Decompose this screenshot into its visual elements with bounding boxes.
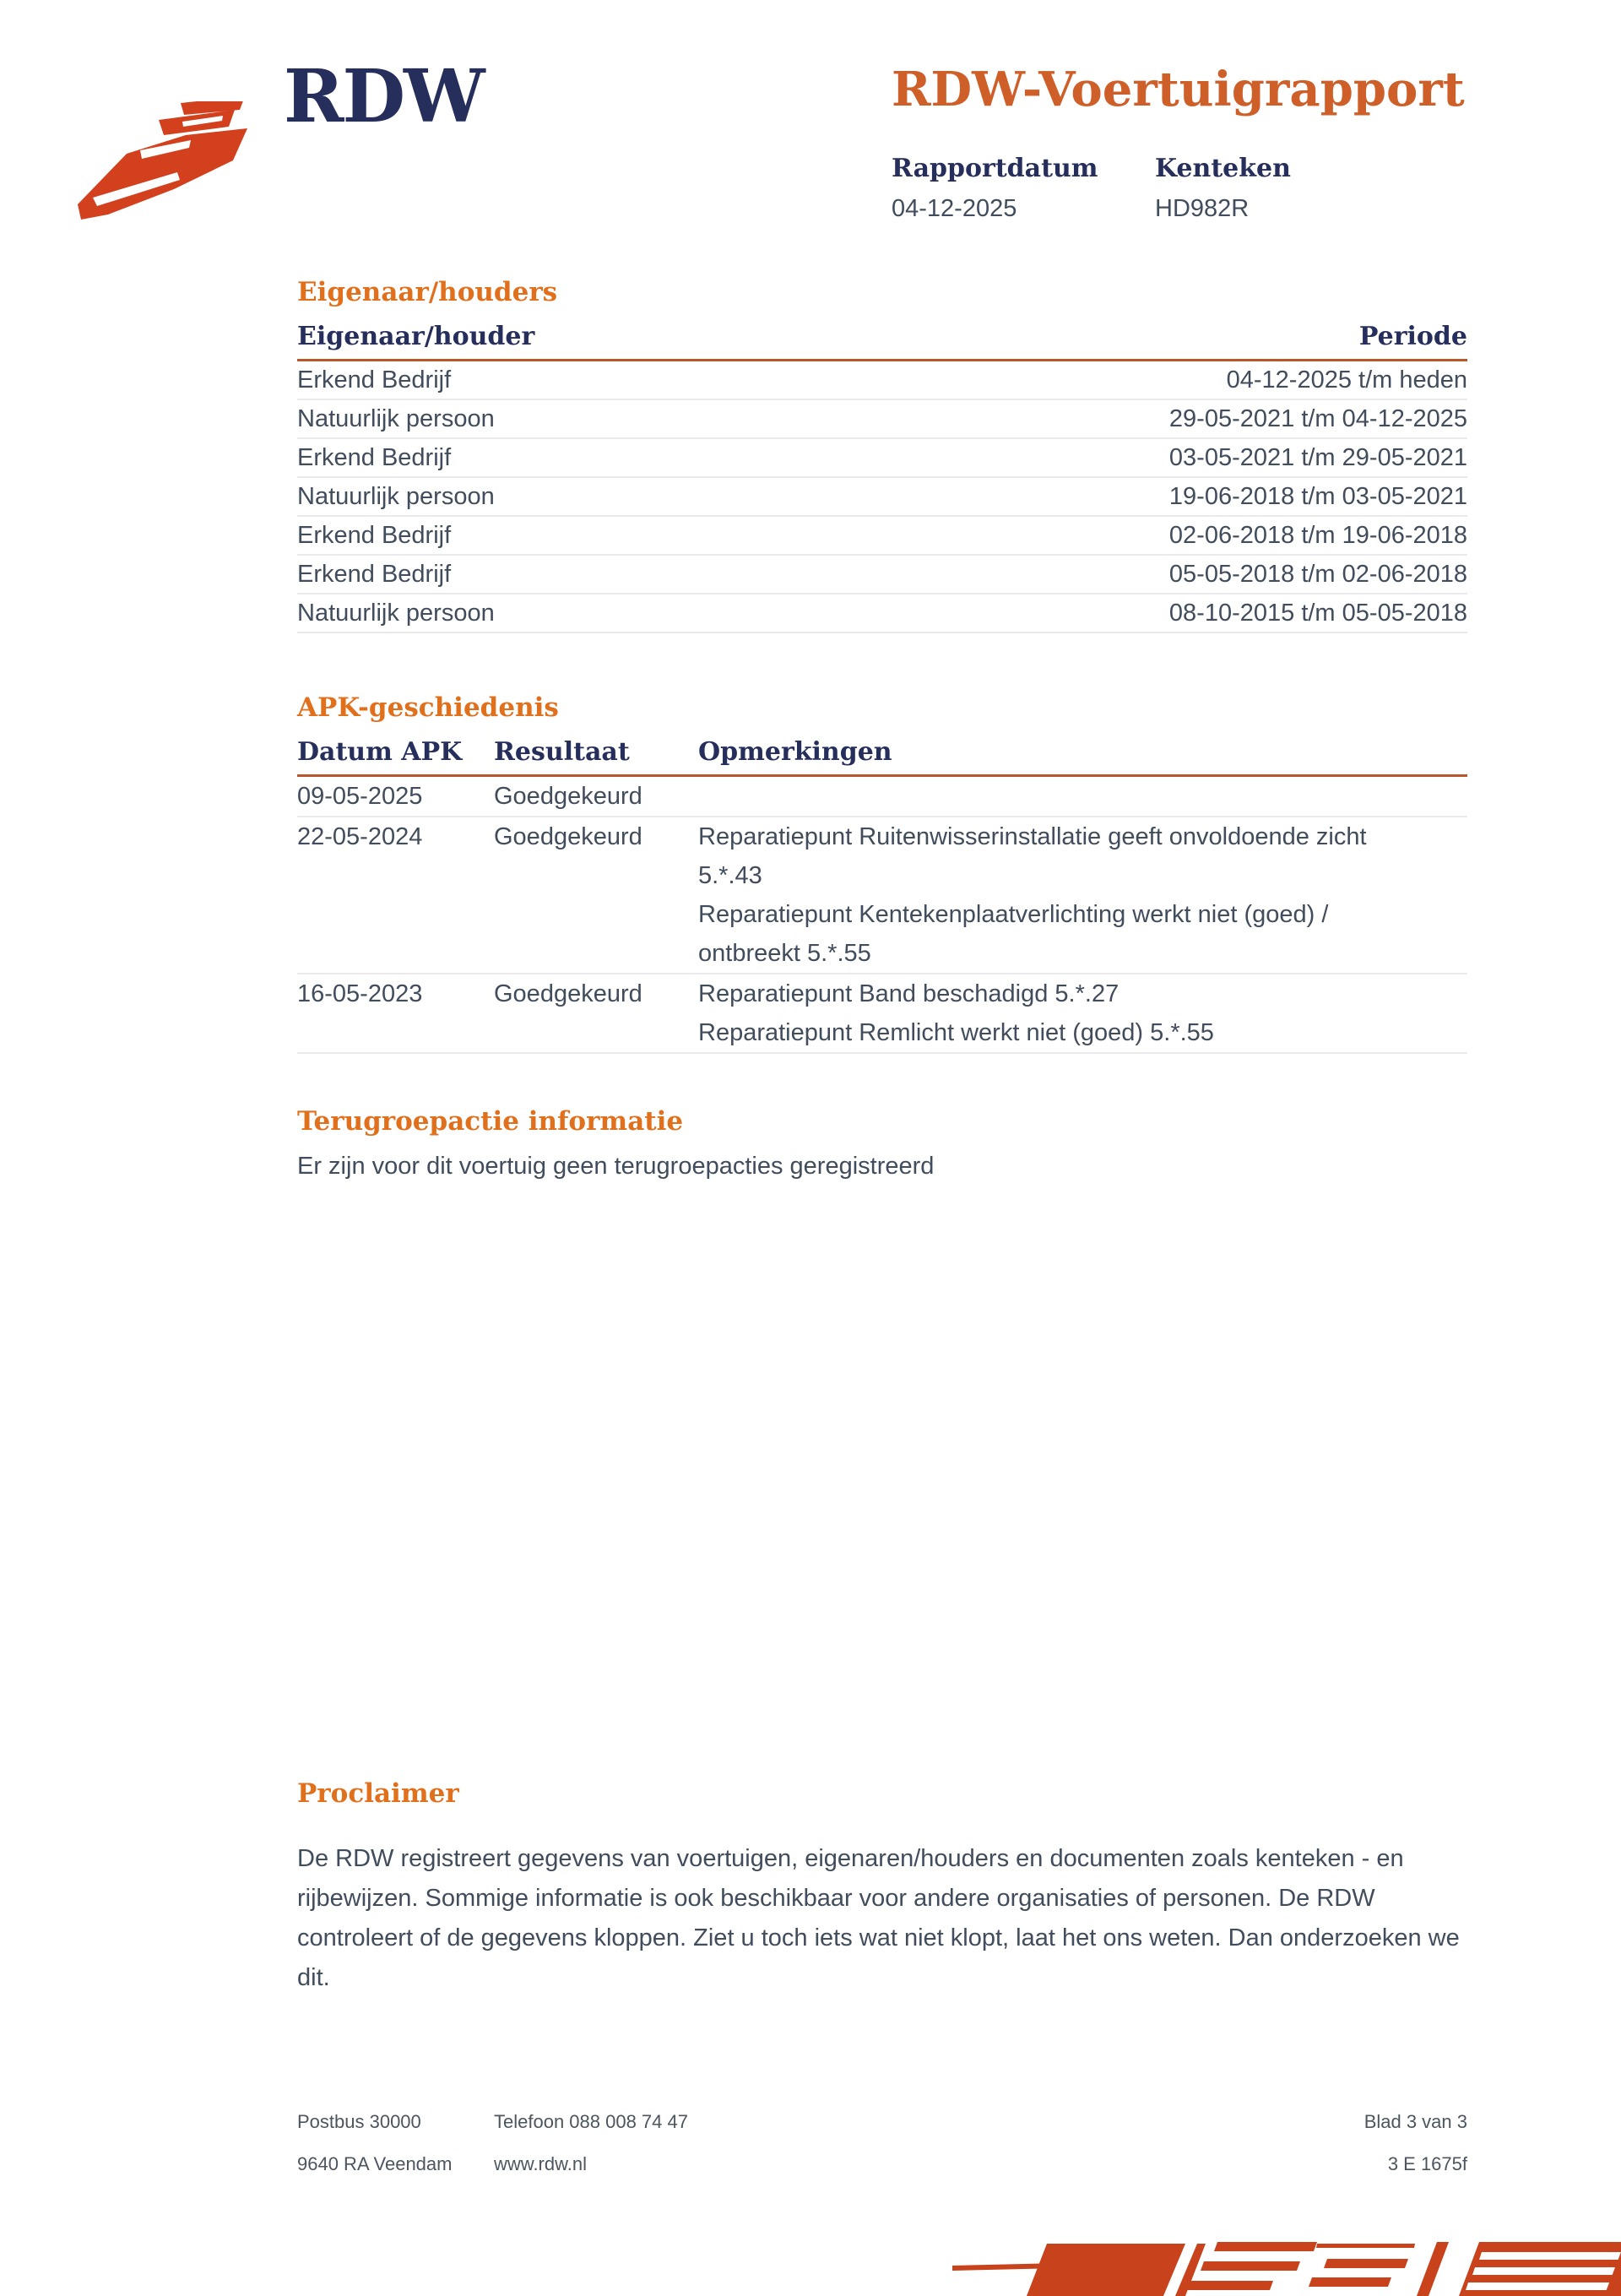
apk-result-cell: Goedgekeurd: [494, 980, 642, 1007]
apk-date-column-header: Datum APK: [297, 737, 463, 767]
owner-row: [297, 400, 1467, 439]
owners-section: [297, 277, 1467, 633]
apk-remarks-cell: [698, 777, 1467, 816]
apk-result-cell: Goedgekeurd: [494, 783, 642, 810]
owner-type-cell: Natuurlijk persoon: [297, 405, 495, 432]
owner-period-cell: 02-06-2018 t/m 19-06-2018: [1168, 522, 1467, 549]
owner-period-cell: 08-10-2015 t/m 05-05-2018: [1168, 600, 1467, 627]
owner-type-cell: Erkend Bedrijf: [297, 561, 452, 588]
apk-row: [297, 817, 1467, 974]
apk-remarks-column-header: Opmerkingen: [698, 737, 892, 767]
apk-section-title: APK-geschiedenis: [297, 692, 559, 723]
apk-row: [297, 777, 1467, 817]
footer-city: 9640 RA Veendam: [297, 2153, 453, 2174]
period-column-header: Periode: [1358, 322, 1467, 351]
rdw-feather-icon: [74, 101, 256, 228]
apk-date-cell: 16-05-2023: [297, 980, 423, 1007]
proclaimer-body: De RDW registreert gegevens van voertuigen, eigenaren/houders en documenten zoals kenteken - en rijbewijzen. Sommige informatie is ook beschikbaar voor andere organisaties of personen. De RDW controleert of de gegevens kloppen. Ziet u toch iets wat niet klopt, laat het ons weten. Dan onderzoeken we dit.: [297, 1845, 1460, 1991]
owner-period-cell: 04-12-2025 t/m heden: [1226, 366, 1467, 394]
speed-stripes-decoration: [952, 2237, 1621, 2296]
report-date-block: [892, 154, 1155, 223]
footer-doc-code: 3 E 1675f: [1387, 2153, 1467, 2174]
owner-row: [297, 439, 1467, 478]
report-date-label: Rapportdatum: [892, 154, 1098, 183]
apk-remark-line: Reparatiepunt Remlicht werkt niet (goed) 5.*.55: [698, 1019, 1214, 1046]
owner-type-cell: Erkend Bedrijf: [297, 522, 452, 549]
owner-row: [297, 517, 1467, 556]
owner-row: [297, 556, 1467, 594]
owner-row: [297, 594, 1467, 633]
owner-period-cell: 05-05-2018 t/m 02-06-2018: [1168, 561, 1467, 588]
owner-type-cell: Erkend Bedrijf: [297, 444, 452, 471]
owners-table-header: [297, 323, 1467, 361]
title-block: [892, 62, 1508, 223]
owner-period-cell: 19-06-2018 t/m 03-05-2021: [1168, 483, 1467, 510]
license-plate-label: Kenteken: [1155, 154, 1291, 183]
owner-period-cell: 29-05-2021 t/m 04-12-2025: [1168, 405, 1467, 432]
apk-table-body: [297, 777, 1467, 1054]
page-footer: [297, 2101, 1467, 2185]
apk-result-column-header: Resultaat: [494, 737, 630, 767]
footer-website: www.rdw.nl: [494, 2153, 588, 2174]
apk-date-cell: 22-05-2024: [297, 823, 423, 850]
apk-remarks-cell: [698, 974, 1467, 1052]
rdw-logo-text: RDW: [284, 54, 484, 139]
proclaimer-section-title: Proclaimer: [297, 1778, 459, 1809]
owner-type-cell: Natuurlijk persoon: [297, 483, 495, 510]
apk-remark-line: Reparatiepunt Kentekenplaatverlichting werkt niet (goed) /: [698, 901, 1329, 928]
owner-column-header: Eigenaar/houder: [297, 322, 535, 351]
recall-section-title: Terugroepactie informatie: [297, 1106, 684, 1137]
owner-row: [297, 478, 1467, 517]
owners-section-title: Eigenaar/houders: [297, 277, 558, 307]
footer-page-number: Blad 3 van 3: [1363, 2111, 1467, 2132]
recall-body: Er zijn voor dit voertuig geen terugroepacties geregistreerd: [297, 1153, 935, 1180]
apk-result-cell: Goedgekeurd: [494, 823, 642, 850]
footer-phone: Telefoon 088 008 74 47: [494, 2111, 688, 2132]
owner-row: [297, 361, 1467, 400]
report-date-value: 04-12-2025: [892, 195, 1017, 222]
apk-row: [297, 974, 1467, 1054]
rdw-logo: [74, 54, 484, 218]
license-plate-value: HD982R: [1155, 195, 1250, 222]
proclaimer-section: [297, 1778, 1479, 1998]
page-title: RDW-Voertuigrapport: [892, 62, 1465, 117]
apk-remarks-cell: [698, 817, 1467, 973]
license-plate-block: [1155, 154, 1291, 223]
apk-remark-line: ontbreekt 5.*.55: [698, 940, 871, 967]
apk-table-header: [297, 738, 1467, 777]
apk-history-section: [297, 692, 1467, 1054]
report-meta: [892, 154, 1508, 223]
apk-date-cell: 09-05-2025: [297, 783, 423, 810]
apk-remark-line: 5.*.43: [698, 862, 762, 889]
owners-table-body: [297, 361, 1467, 633]
apk-remark-line: Reparatiepunt Band beschadigd 5.*.27: [698, 980, 1120, 1007]
footer-row: [297, 2143, 1467, 2185]
owner-type-cell: Natuurlijk persoon: [297, 600, 495, 627]
owner-type-cell: Erkend Bedrijf: [297, 366, 452, 394]
footer-postbus: Postbus 30000: [297, 2111, 421, 2132]
recall-section: [297, 1106, 1467, 1186]
owner-period-cell: 03-05-2021 t/m 29-05-2021: [1168, 444, 1467, 471]
apk-remark-line: Reparatiepunt Ruitenwisserinstallatie geeft onvoldoende zicht: [698, 823, 1367, 850]
footer-row: [297, 2101, 1467, 2143]
